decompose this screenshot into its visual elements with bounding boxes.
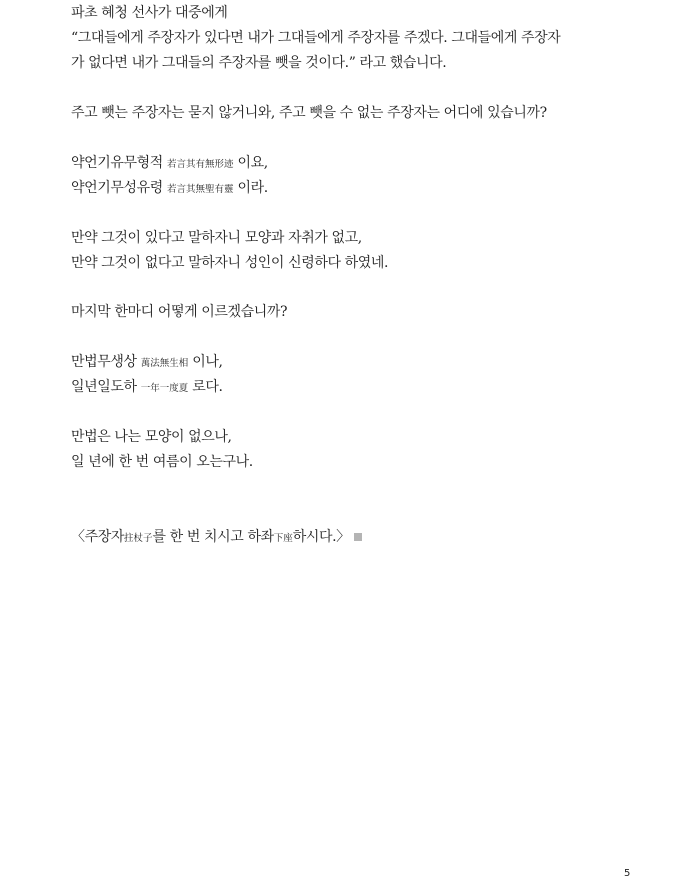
closing-part-2: 를 한 번 치시고 하좌	[152, 529, 274, 545]
verse-2-a-korean: 만법무생상	[71, 354, 137, 370]
explain-2-line-2: 일 년에 한 번 여름이 오는구나.	[71, 454, 253, 470]
verse-1-b-korean: 약언기무성유령	[71, 180, 163, 196]
page-number: 5	[624, 868, 631, 879]
quote-line-2: 가 없다면 내가 그대들의 주장자를 뺏을 것이다.” 라고 했습니다.	[71, 55, 447, 71]
verse-1-a-hanja: 若言其有無形迹	[166, 159, 234, 170]
verse-1-a-suffix: 이요,	[237, 155, 268, 171]
verse-2-a-suffix: 이나,	[192, 354, 223, 370]
verse-2-b-korean: 일년일도하	[71, 379, 137, 395]
verse-1-b-hanja: 若言其無聖有靈	[166, 184, 234, 195]
verse-2-b-hanja: 一年一度夏	[140, 383, 189, 394]
verse-2-b-suffix: 로다.	[192, 379, 223, 395]
quote-line-1: “그대들에게 주장자가 있다면 내가 그대들에게 주장자를 주겠다. 그대들에게 주장자	[71, 30, 561, 46]
closing-hanja-1: 拄杖子	[123, 533, 153, 544]
verse-2-line-a	[71, 353, 223, 373]
question-2: 마지막 한마디 어떻게 이르겠습니까?	[71, 304, 288, 320]
verse-2-a-hanja: 萬法無生相	[140, 358, 189, 369]
closing-open-bracket: 〈	[71, 529, 85, 545]
closing-part-1: 주장자	[84, 529, 124, 545]
verse-1-line-b	[71, 179, 268, 199]
question-1: 주고 뺏는 주장자는 묻지 않거니와, 주고 뺏을 수 없는 주장자는 어디에 있습니까?	[71, 105, 547, 121]
explain-1-line-1: 만약 그것이 있다고 말하자니 모양과 자취가 없고,	[71, 230, 362, 246]
verse-1-b-suffix: 이라.	[237, 180, 268, 196]
closing-hanja-2: 下座	[273, 533, 293, 544]
explain-1-line-2: 만약 그것이 없다고 말하자니 성인이 신령하다 하였네.	[71, 255, 389, 271]
verse-1-a-korean: 약언기유무형적	[71, 155, 163, 171]
closing-line	[71, 528, 362, 548]
end-mark-square-icon	[354, 533, 362, 541]
closing-close-bracket: 〉	[336, 529, 350, 545]
explain-2-line-1: 만법은 나는 모양이 없으나,	[71, 429, 232, 445]
verse-1-line-a	[71, 154, 268, 174]
closing-part-3: 하시다.	[292, 529, 337, 545]
intro-line: 파초 혜청 선사가 대중에게	[71, 5, 228, 21]
verse-2-line-b	[71, 378, 223, 398]
